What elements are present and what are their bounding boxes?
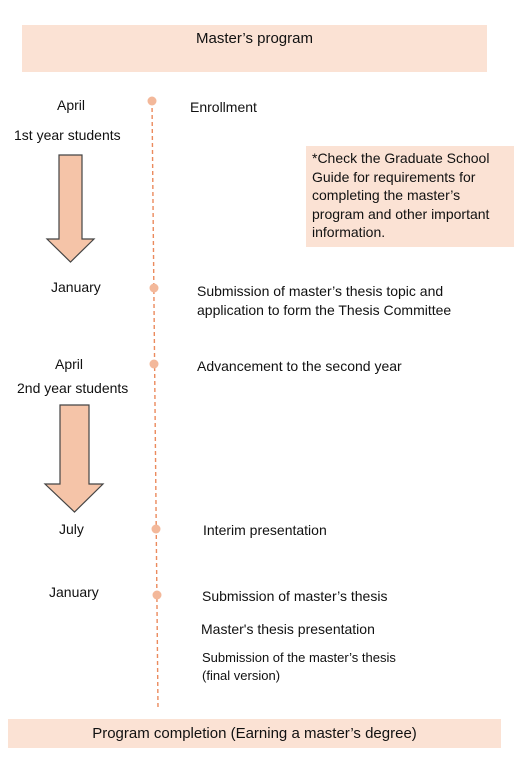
milestone-event-interim-presentation: Interim presentation xyxy=(203,522,327,538)
program-completion-title: Program completion (Earning a master’s degree) xyxy=(92,725,417,742)
timeline-dot-5 xyxy=(153,591,162,600)
timeline-dot-3 xyxy=(150,360,159,369)
program-completion-banner xyxy=(8,719,501,748)
milestone-time-april-2: April xyxy=(55,356,84,372)
program-header-title: Master’s program xyxy=(196,30,313,47)
milestone-time-january-1: January xyxy=(51,279,101,295)
milestone-event-advancement: Advancement to the second year xyxy=(197,358,402,374)
milestone-event-thesis-topic: Submission of master’s thesis topic and application to form the Thesis Committee xyxy=(197,283,452,318)
guide-note xyxy=(306,146,514,247)
timeline-dot-4 xyxy=(152,525,161,534)
milestone-time-july: July xyxy=(59,521,84,537)
period-label-first-year: 1st year students xyxy=(14,127,121,143)
guide-note-text: *Check the Graduate School Guide for requirements for completing the master’s program and other important information. xyxy=(312,150,490,241)
milestone-time-january-2: January xyxy=(49,584,99,600)
milestone-event-final-submission: Submission of the master’s thesis (final version) xyxy=(202,650,396,683)
milestone-event-thesis-presentation: Master's thesis presentation xyxy=(201,621,375,637)
milestone-time-april-1: April xyxy=(57,97,86,113)
milestone-event-enrollment: Enrollment xyxy=(190,99,257,115)
timeline-dot-2 xyxy=(150,284,159,293)
period-label-second-year: 2nd year students xyxy=(17,380,129,396)
timeline-dot-1 xyxy=(148,97,157,106)
milestone-event-thesis-submission: Submission of master’s thesis xyxy=(202,588,388,604)
timeline-line xyxy=(152,101,158,708)
down-arrow-icon xyxy=(46,154,106,266)
down-arrow-icon xyxy=(44,404,106,516)
